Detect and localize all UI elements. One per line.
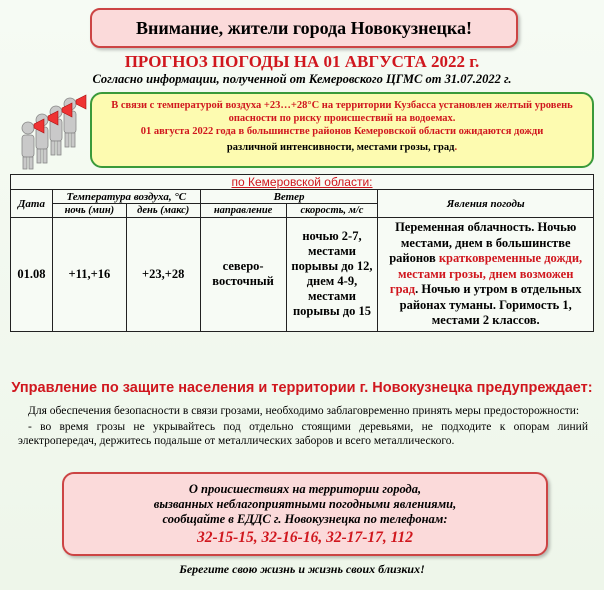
header-speed: скорость, м/с (286, 204, 378, 218)
header-day: день (макс) (126, 204, 200, 218)
cell-date: 01.08 (11, 218, 53, 332)
cell-wind-speed: ночью 2-7, местами порывы до 12, днем 4-9, местами порывы до 15 (286, 218, 378, 332)
attention-banner (90, 8, 518, 48)
warning-text (18, 404, 588, 448)
warning-title: Управление по защите населения и территории г. Новокузнецка предупреждает: (11, 380, 593, 396)
cell-day-temp: +23,+28 (126, 218, 200, 332)
warning-para-1: Для обеспечения безопасности в связи грозами, необходимо заблаговременно принять меры предосторожности: (28, 405, 580, 417)
weather-table (10, 174, 594, 332)
cell-phenomena: Переменная облачность. Ночью местами, днем в большинстве районов кратковременные дожди, местами грозы, днем возможен град. Ночью и утром в отдельных районах туманы. Горимость 1, местами 2 классов. (378, 218, 594, 332)
table-row (11, 218, 594, 332)
header-phenomena: Явления погоды (378, 190, 594, 218)
alert-line-3-end: . (454, 142, 458, 153)
contact-line-2: вызванных неблагоприятными погодными явлениями, (153, 497, 457, 511)
contact-phones: 32-15-15, 32-16-16, 32-17-17, 112 (196, 529, 414, 546)
contact-line-1: О происшествиях на территории города, (188, 482, 422, 496)
warning-para-2: - во время грозы не укрывайтесь под отдельно стоящими деревьями, не подходите к опорам линий электропередач, держитесь подальше от металлических заборов и всего металлического. (18, 421, 588, 447)
header-temperature: Температура воздуха, °С (52, 190, 200, 204)
phenomena-highlight: кратковременные дожди, местами грозы, днем возможен град (389, 251, 583, 296)
megaphone-people-icon (8, 92, 88, 170)
alert-box (90, 92, 594, 168)
attention-banner-text: Внимание, жители города Новокузнецка! (136, 17, 472, 38)
header-wind: Ветер (200, 190, 378, 204)
region-heading: по Кемеровской области: (11, 175, 594, 190)
contact-line-3: сообщайте в ЕДДС г. Новокузнецка по телефонам: (162, 512, 448, 526)
footer-slogan: Берегите свою жизнь и жизнь своих близких! (179, 562, 425, 576)
alert-line-3: различной интенсивности, местами грозы, град (226, 142, 455, 153)
header-night: ночь (мин) (52, 204, 126, 218)
header-date: Дата (11, 190, 53, 218)
cell-night-temp: +11,+16 (52, 218, 126, 332)
cell-wind-direction: северо-восточный (200, 218, 286, 332)
alert-line-2: 01 августа 2022 года в большинстве районов Кемеровской области ожидаются дожди (140, 126, 544, 137)
forecast-title: ПРОГНОЗ ПОГОДЫ НА 01 АВГУСТА 2022 г. (124, 52, 480, 71)
forecast-source: Согласно информации, полученной от Кемеровского ЦГМС от 31.07.2022 г. (92, 72, 512, 86)
header-direction: направление (200, 204, 286, 218)
alert-line-1: В связи с температурой воздуха +23…+28°С на территории Кузбасса установлен желтый уровень опасности по риску происшествий на водоемах. (111, 100, 573, 124)
contact-box (62, 472, 548, 556)
